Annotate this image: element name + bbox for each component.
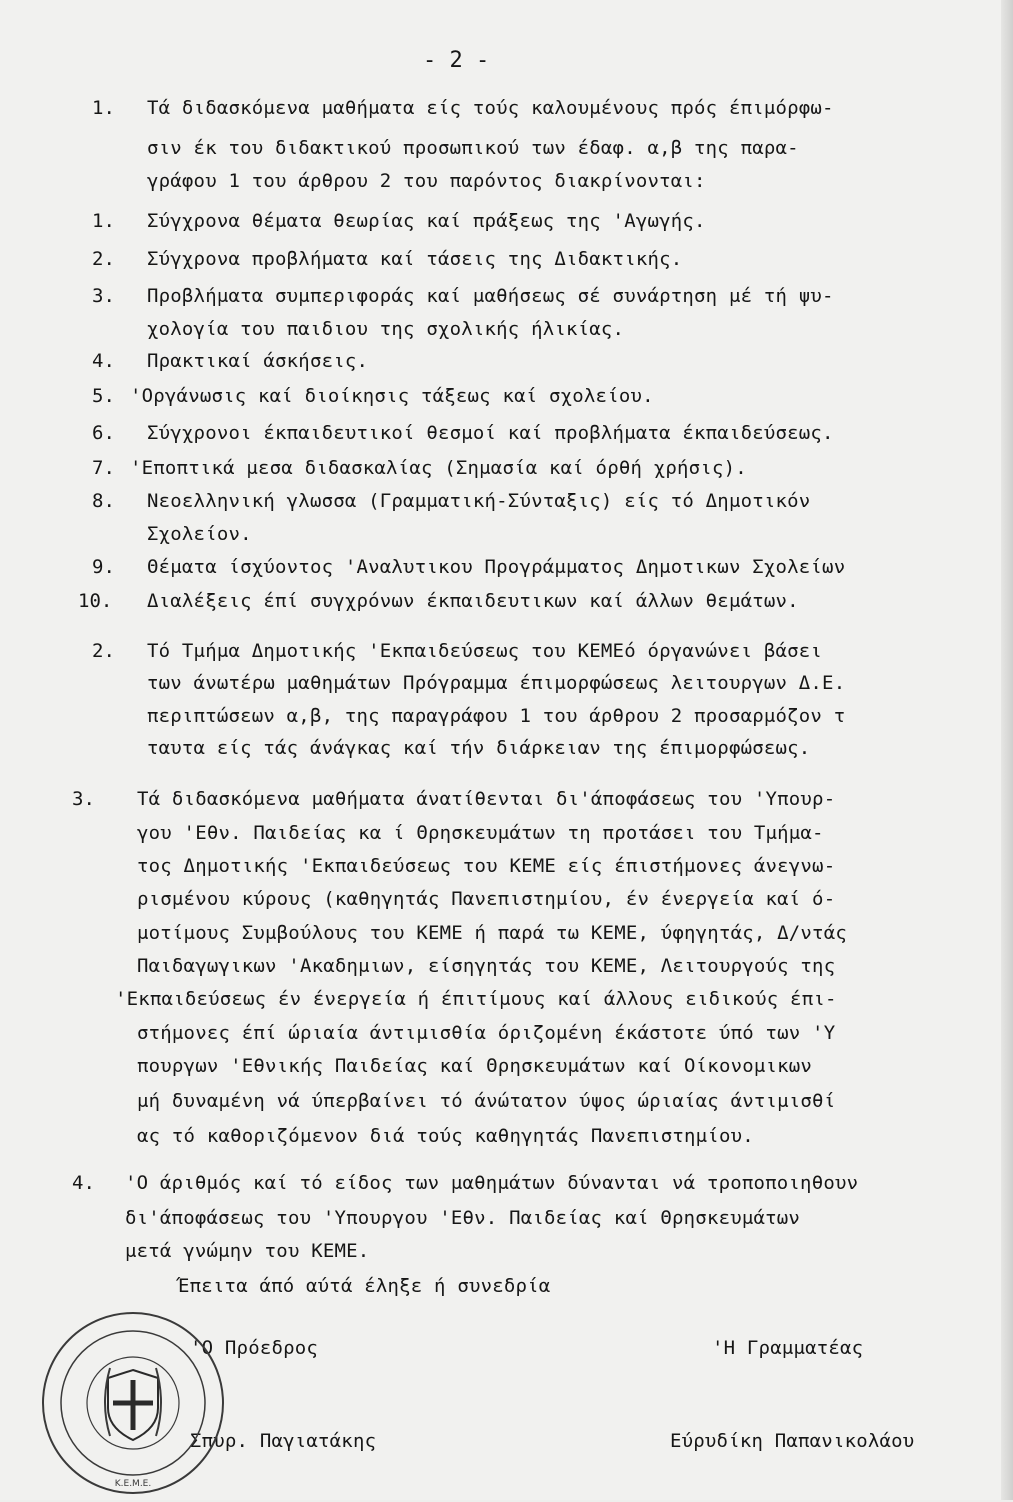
- item-number: 10.: [78, 590, 113, 612]
- section-3-number: 3.: [72, 788, 95, 810]
- section-2-number: 2.: [92, 640, 115, 662]
- section-2-line: Τό Τμήμα Δημοτικής 'Εκπαιδεύσεως του ΚΕΜΕό όργανώνει βάσει: [147, 640, 823, 662]
- section-1-line: Τά διδασκόμενα μαθήματα είς τούς καλουμένους πρός έπιμόρφω-: [147, 97, 834, 119]
- section-3-line: μή δυναμένη νά ύπερβαίνει τό άνώτατον ύψος ώριαίας άντιμισθί: [137, 1090, 836, 1112]
- item-number: 9.: [92, 556, 115, 578]
- section-3-line: πουργων 'Εθνικής Παιδείας καί Θρησκευμάτων καί Οίκονομικων: [137, 1055, 813, 1077]
- president-name: Σπυρ. Παγιατάκης: [190, 1430, 377, 1452]
- section-3-line: τος Δημοτικής 'Εκπαιδεύσεως του ΚΕΜΕ είς έπιστήμονες άνεγνω-: [137, 855, 836, 877]
- section-2-line: των άνωτέρω μαθημάτων Πρόγραμμα έπιμορφώσεως λειτουργων Δ.Ε.: [147, 672, 846, 694]
- list-item: Σύγχρονα θέματα θεωρίας καί πράξεως της 'Αγωγής.: [147, 210, 706, 232]
- section-3-line: γου 'Εθν. Παιδείας κα ί Θρησκευμάτων τη προτάσει του Τμήμα-: [137, 822, 824, 844]
- item-number: 3.: [92, 285, 115, 307]
- official-stamp: [38, 1308, 228, 1498]
- section-1-line: σιν έκ του διδακτικού προσωπικού των έδαφ. α,β της παρα-: [147, 137, 799, 159]
- section-3-line: ρισμένου κύρους (καθηγητάς Πανεπιστημίου, έν ένεργεία καί ό-: [137, 888, 836, 910]
- section-4-number: 4.: [72, 1172, 95, 1194]
- president-title: 'Ο Πρόεδρος: [190, 1337, 319, 1359]
- section-3-line: στήμονες έπί ώριαία άντιμισθία όριζομένη έκάστοτε ύπό των 'Υ: [137, 1022, 836, 1044]
- list-item-continuation: Σχολείον.: [147, 523, 252, 545]
- secretary-title: 'Η Γραμματέας: [712, 1337, 864, 1359]
- item-number: 8.: [92, 490, 115, 512]
- section-4-line: δι'άποφάσεως του 'Υπουργου 'Εθν. Παιδείας καί Θρησκευμάτων: [125, 1207, 801, 1229]
- svg-text:Κ.Ε.Μ.Ε.: Κ.Ε.Μ.Ε.: [114, 1479, 152, 1489]
- section-1-line: γράφου 1 του άρθρου 2 του παρόντος διακρίνονται:: [147, 170, 706, 192]
- section-3-line: ας τό καθοριζόμενον διά τούς καθηγητάς Πανεπιστημίου.: [137, 1125, 754, 1147]
- item-number: 1.: [92, 210, 115, 232]
- list-item: Διαλέξεις έπί συγχρόνων έκπαιδευτικων καί άλλων θεμάτων.: [147, 590, 799, 612]
- list-item: Σύγχρονα προβλήματα καί τάσεις της Διδακτικής.: [147, 248, 683, 270]
- section-4-line: 'Ο άριθμός καί τό είδος των μαθημάτων δύνανται νά τροποποιηθουν: [125, 1172, 859, 1194]
- list-item-continuation: χολογία του παιδιου της σχολικής ήλικίας.: [147, 318, 625, 340]
- list-item: Νεοελληνική γλωσσα (Γραμματική-Σύνταξις) είς τό Δημοτικόν: [147, 490, 811, 512]
- section-2-line: ταυτα είς τάς άνάγκας καί τήν διάρκειαν της έπιμορφώσεως.: [147, 737, 811, 759]
- list-item: 'Εποπτικά μεσα διδασκαλίας (Σημασία καί όρθή χρήσις).: [130, 457, 747, 479]
- closing-sentence: Έπειτα άπό αύτά έληξε ή συνεδρία: [178, 1275, 551, 1297]
- page-edge: [1001, 0, 1013, 1500]
- list-item: Προβλήματα συμπεριφοράς καί μαθήσεως σέ συνάρτηση μέ τή ψυ-: [147, 285, 834, 307]
- section-2-line: περιπτώσεων α,β, της παραγράφου 1 του άρθρου 2 προσαρμόζον τ: [147, 705, 846, 727]
- item-number: 7.: [92, 457, 115, 479]
- section-1-number: 1.: [92, 97, 115, 119]
- list-item: Σύγχρονοι έκπαιδευτικοί θεσμοί καί προβλήματα έκπαιδεύσεως.: [147, 422, 834, 444]
- section-3-line: μοτίμους Συμβούλους του ΚΕΜΕ ή παρά τω ΚΕΜΕ, ύφηγητάς, Δ/ντάς: [137, 922, 847, 944]
- list-item: Θέματα ίσχύοντος 'Αναλυτικου Προγράμματος Δημοτικων Σχολείων: [147, 556, 846, 578]
- list-item: 'Οργάνωσις καί διοίκησις τάξεως καί σχολείου.: [130, 385, 654, 407]
- section-3-line: Τά διδασκόμενα μαθήματα άνατίθενται δι'άποφάσεως του 'Υπουρ-: [137, 788, 836, 810]
- secretary-name: Εύρυδίκη Παπανικολάου: [670, 1430, 915, 1452]
- item-number: 6.: [92, 422, 115, 444]
- item-number: 5.: [92, 385, 115, 407]
- item-number: 4.: [92, 350, 115, 372]
- list-item: Πρακτικαί άσκήσεις.: [147, 350, 369, 372]
- section-3-line: 'Εκπαιδεύσεως έν ένεργεία ή έπιτίμους καί άλλους ειδικούς έπι-: [115, 988, 837, 1010]
- page-number: - 2 -: [423, 48, 490, 73]
- stamp-graphic: [38, 1308, 228, 1498]
- section-4-line: μετά γνώμην του ΚΕΜΕ.: [125, 1240, 370, 1262]
- section-3-line: Παιδαγωγικων 'Ακαδημιων, είσηγητάς του ΚΕΜΕ, Λειτουργούς της: [137, 955, 836, 977]
- item-number: 2.: [92, 248, 115, 270]
